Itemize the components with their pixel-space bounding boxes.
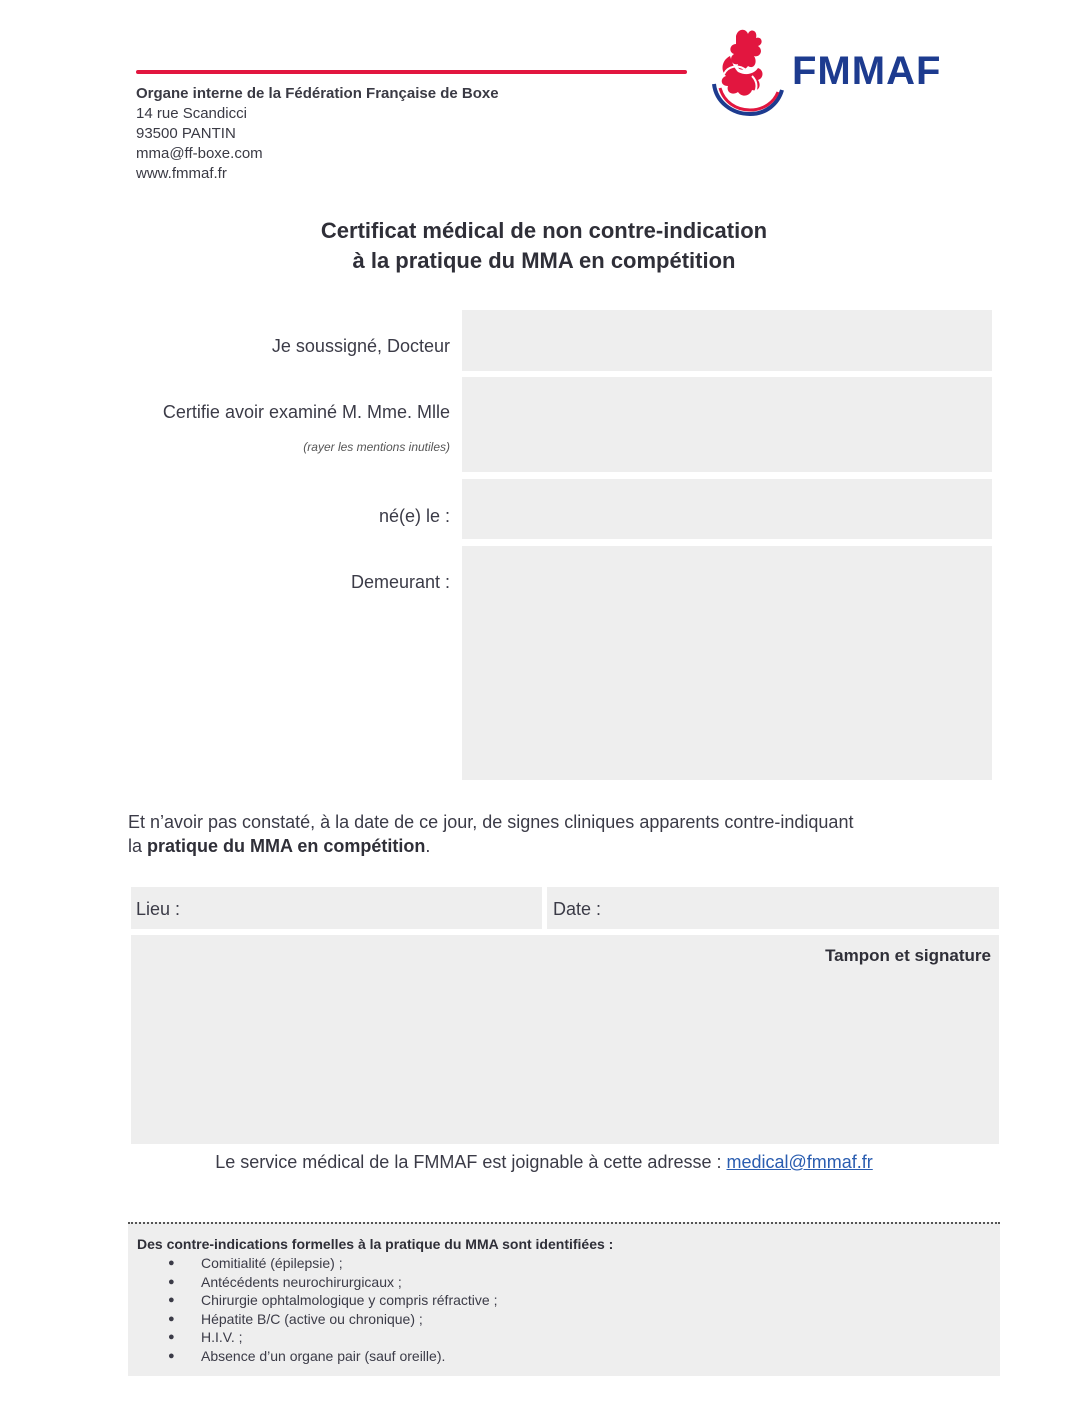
org-line: mma@ff-boxe.com: [136, 145, 263, 162]
statement-bold: pratique du MMA en compétition: [147, 836, 426, 856]
list-item: ● Antécédents neurochirurgicaux ;: [168, 1273, 497, 1292]
org-line: Organe interne de la Fédération Française de Boxe: [136, 85, 499, 102]
list-item: ● Absence d’un organe pair (sauf oreille).: [168, 1347, 497, 1366]
page-title: [0, 216, 1088, 276]
list-item: ● Hépatite B/C (active ou chronique) ;: [168, 1310, 497, 1329]
doctor-name-field[interactable]: [462, 310, 992, 371]
doctor-label: Je soussigné, Docteur: [271, 336, 450, 356]
list-item: ● Comitialité (épilepsie) ;: [168, 1254, 497, 1273]
date-field[interactable]: [547, 887, 999, 929]
org-line: www.fmmaf.fr: [136, 165, 227, 182]
birth-date-label: né(e) le :: [378, 506, 450, 526]
logo-wordmark: FMMAF: [792, 49, 942, 93]
list-item: ● H.I.V. ;: [168, 1328, 497, 1347]
stamp-signature-area[interactable]: [131, 935, 999, 1144]
address-field[interactable]: [462, 546, 992, 780]
birth-date-field[interactable]: [462, 479, 992, 539]
contact-text: Le service médical de la FMMAF est joignable à cette adresse :: [215, 1152, 727, 1172]
statement-end: .: [425, 836, 431, 856]
header-accent-line: [136, 70, 687, 74]
statement-text: Et n’avoir pas constaté, à la date de ce jour, de signes cliniques apparents contre-indiquant: [128, 812, 854, 832]
org-line: 14 rue Scandicci: [136, 105, 247, 122]
address-label: Demeurant :: [350, 572, 450, 592]
title-line-1: Certificat médical de non contre-indication: [320, 218, 768, 243]
title-line-2: à la pratique du MMA en compétition: [352, 248, 736, 273]
date-label: Date :: [553, 899, 602, 919]
rooster-logo-icon: [708, 26, 788, 118]
list-item: ● Chirurgie ophtalmologique y compris réfractive ;: [168, 1291, 497, 1310]
place-field[interactable]: [131, 887, 542, 929]
examined-hint: (rayer les mentions inutiles): [303, 440, 450, 454]
examined-person-field[interactable]: [462, 377, 992, 472]
stamp-signature-label: Tampon et signature: [825, 946, 991, 965]
contraindications-title: Des contre-indications formelles à la pratique du MMA sont identifiées :: [137, 1236, 614, 1252]
organization-address-block: [136, 84, 499, 184]
certification-statement: [128, 810, 948, 858]
medical-email-link[interactable]: medical@fmmaf.fr: [726, 1152, 873, 1172]
contraindications-list: [168, 1254, 497, 1366]
org-line: 93500 PANTIN: [136, 125, 236, 142]
statement-text-prefix: la: [128, 836, 148, 856]
place-label: Lieu :: [136, 899, 181, 919]
examined-person-label: Certifie avoir examiné M. Mme. Mlle: [162, 402, 450, 422]
medical-contact-line: [0, 1152, 1088, 1173]
